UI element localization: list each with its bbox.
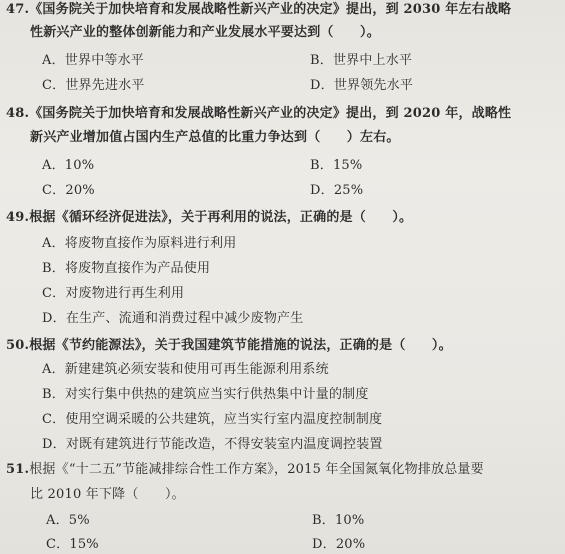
question-51-option-c: C．15%: [46, 537, 99, 552]
question-51-stem-text-1: 根据《“十二五”节能减排综合性工作方案》，2015 年全国氮氧化物排放总量要: [29, 462, 484, 477]
question-49-stem-text-1: 根据《循环经济促进法》，关于再利用的说法，正确的是（ ）。: [29, 210, 413, 225]
question-51-option-d: D．20%: [312, 537, 366, 552]
question-48-option-b: B．15%: [310, 158, 363, 173]
question-48-option-d: D．25%: [310, 183, 364, 198]
question-50-option-c: C．使用空调采暖的公共建筑，应当实行室内温度控制制度: [42, 412, 383, 427]
question-50-stem-line-1: [6, 338, 452, 354]
question-49-option-d: D．在生产、流通和消费过程中减少废物产生: [42, 311, 304, 326]
question-48-number: 48.: [6, 106, 30, 121]
question-51-option-b: B．10%: [312, 513, 365, 528]
question-51-number: 51.: [6, 462, 30, 477]
question-47-stem-line-2: 性新兴产业的整体创新能力和产业发展水平要达到（ ）。: [30, 25, 380, 40]
question-47-option-a: A．世界中等水平: [42, 53, 144, 68]
question-47-option-c: C．世界先进水平: [42, 78, 145, 93]
question-51-option-a: A．5%: [46, 513, 90, 528]
question-47-number: 47.: [6, 2, 30, 17]
question-50-option-a: A．新建建筑必须安装和使用可再生能源利用系统: [42, 362, 329, 377]
question-50-stem-text-1: 根据《节约能源法》，关于我国建筑节能措施的说法，正确的是（ ）。: [29, 338, 452, 353]
question-47-option-d: D．世界领先水平: [310, 78, 414, 93]
question-47-option-b: B．世界中上水平: [310, 53, 413, 68]
question-47-stem-line-1: [6, 2, 511, 18]
question-48-stem-line-2: 新兴产业增加值占国内生产总值的比重力争达到（ ）左右。: [30, 130, 400, 145]
question-48-option-c: C．20%: [42, 183, 95, 198]
question-48-stem-line-1: [6, 106, 511, 122]
question-48-option-a: A．10%: [42, 158, 95, 173]
question-49-option-c: C．对废物进行再生利用: [42, 286, 185, 301]
question-50-number: 50.: [6, 338, 30, 353]
question-50-option-b: B．对实行集中供热的建筑应当实行供热集中计量的制度: [42, 387, 369, 402]
question-49-stem-line-1: [6, 210, 412, 226]
question-47-stem-text-1: 《国务院关于加快培育和发展战略性新兴产业的决定》提出，到 2030 年左右战略: [29, 2, 512, 17]
question-48-stem-text-1: 《国务院关于加快培育和发展战略性新兴产业的决定》提出，到 2020 年，战略性: [29, 106, 512, 121]
question-51-stem-line-1: [6, 462, 484, 478]
question-49-option-a: A．将废物直接作为原料进行利用: [42, 236, 237, 251]
question-51-stem-line-2: 比 2010 年下降（ ）。: [30, 487, 185, 502]
question-49-option-b: B．将废物直接作为产品使用: [42, 261, 211, 276]
question-50-option-d: D．对既有建筑进行节能改造，不得安装室内温度调控装置: [42, 437, 383, 452]
question-49-number: 49.: [6, 210, 30, 225]
